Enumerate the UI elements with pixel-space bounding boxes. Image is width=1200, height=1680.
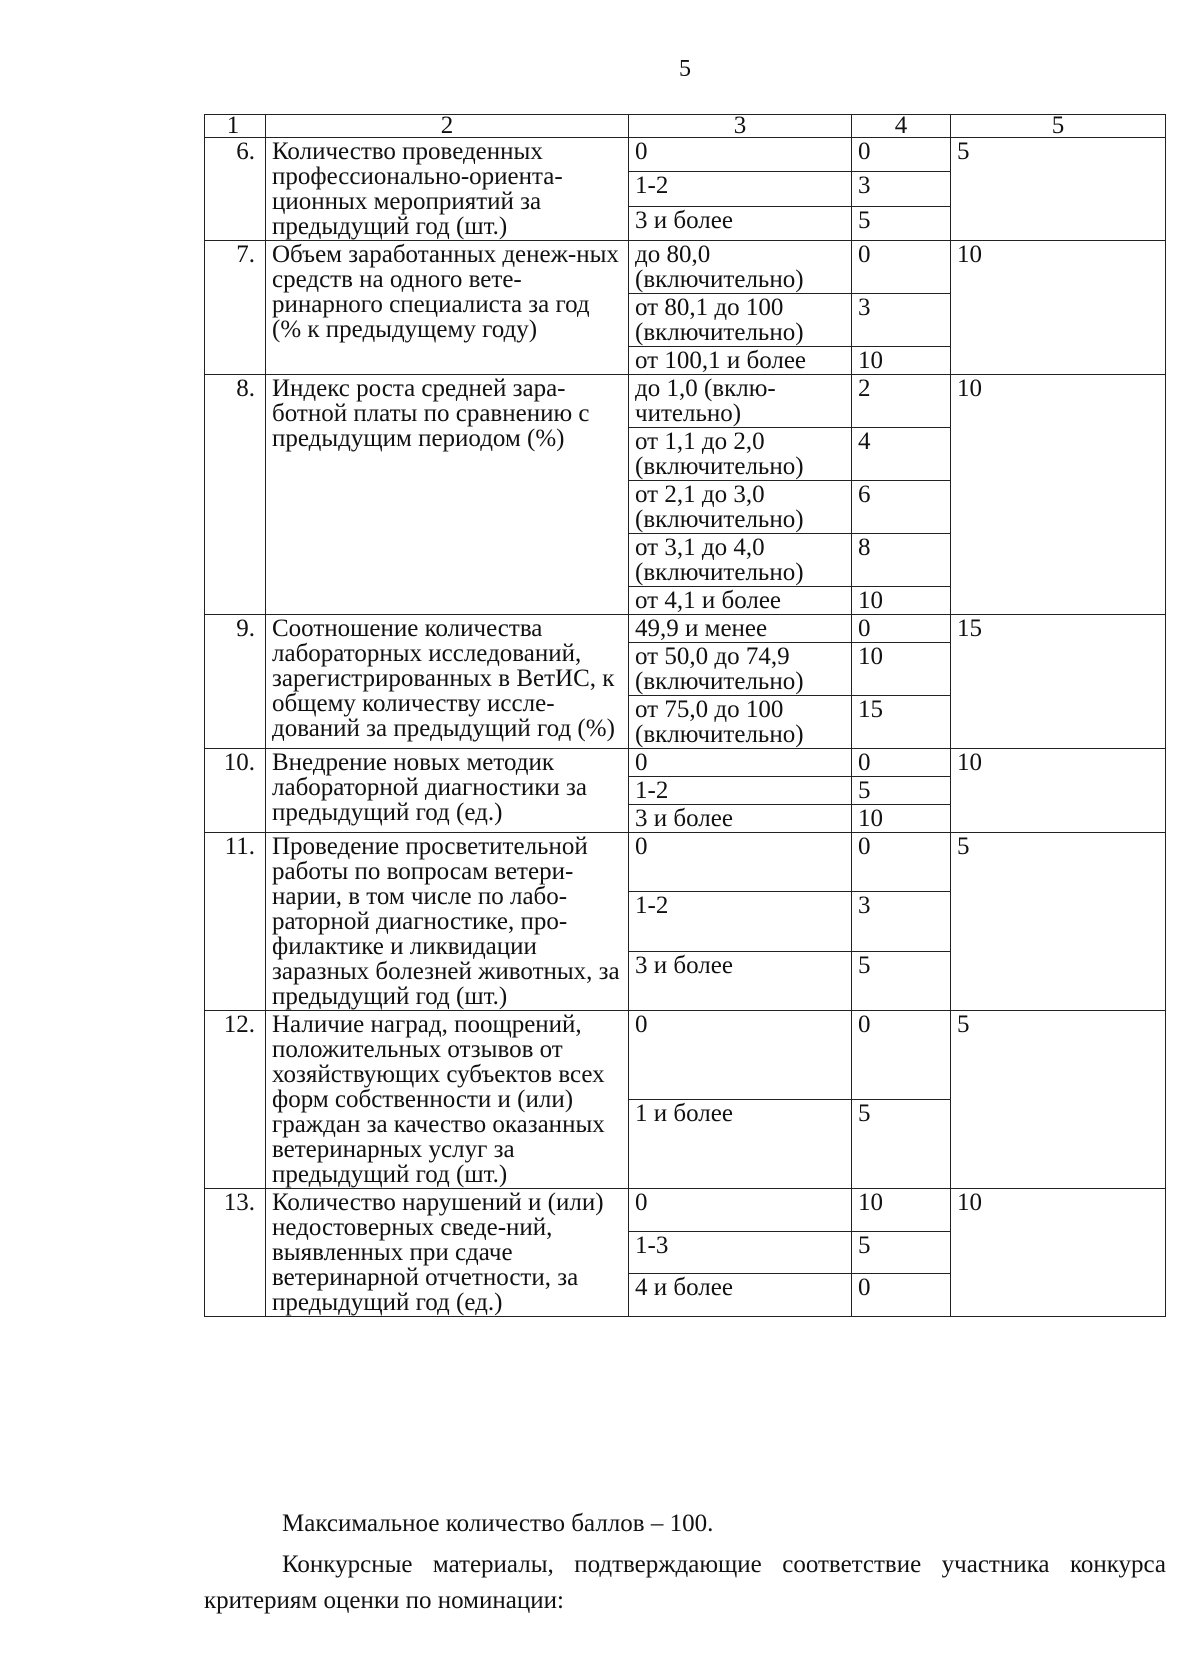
table-row bbox=[205, 375, 1166, 428]
criterion-points: 5 bbox=[852, 951, 951, 1010]
criterion-value: 1-3 bbox=[629, 1231, 852, 1274]
criterion-points: 10 bbox=[852, 347, 951, 375]
criterion-points: 6 bbox=[852, 481, 951, 534]
table-row bbox=[205, 1189, 1166, 1232]
criterion-max-points: 15 bbox=[951, 615, 1166, 749]
criterion-value: до 80,0 (включительно) bbox=[629, 241, 852, 294]
criterion-value: 3 и более bbox=[629, 206, 852, 240]
max-points-paragraph: Максимальное количество баллов – 100. bbox=[282, 1510, 714, 1537]
criterion-value: от 2,1 до 3,0 (включительно) bbox=[629, 481, 852, 534]
criterion-value: 3 и более bbox=[629, 805, 852, 833]
table-row bbox=[205, 1011, 1166, 1100]
header-cell-5: 5 bbox=[951, 115, 1166, 138]
criterion-points: 0 bbox=[852, 833, 951, 892]
criterion-name: Внедрение новых методик лабораторной диагностики за предыдущий год (ед.) bbox=[266, 749, 629, 833]
header-cell-1: 1 bbox=[205, 115, 266, 138]
criterion-value: 4 и более bbox=[629, 1274, 852, 1317]
table-row bbox=[205, 749, 1166, 777]
criterion-points: 10 bbox=[852, 643, 951, 696]
criterion-name: Объем заработанных денеж-ных средств на одного вете-ринарного специалиста за год (% к предыдущему году) bbox=[266, 241, 629, 375]
criterion-value: 1 и более bbox=[629, 1100, 852, 1189]
criterion-points: 5 bbox=[852, 777, 951, 805]
criterion-value: от 1,1 до 2,0 (включительно) bbox=[629, 428, 852, 481]
criterion-value: от 4,1 и более bbox=[629, 587, 852, 615]
criterion-value: 0 bbox=[629, 1189, 852, 1232]
criterion-name: Проведение просветительной работы по вопросам ветери-нарии, в том числе по лабо-раторной диагностике, про-филактике и ликвидации заразных болезней животных, за предыдущий год (шт.) bbox=[266, 833, 629, 1011]
criterion-max-points: 5 bbox=[951, 833, 1166, 1011]
criterion-points: 8 bbox=[852, 534, 951, 587]
criterion-points: 5 bbox=[852, 1100, 951, 1189]
criterion-value: до 1,0 (вклю-чительно) bbox=[629, 375, 852, 428]
criterion-value: от 100,1 и более bbox=[629, 347, 852, 375]
criterion-number: 11. bbox=[205, 833, 266, 1011]
criterion-points: 5 bbox=[852, 1231, 951, 1274]
criterion-points: 0 bbox=[852, 1274, 951, 1317]
criterion-points: 10 bbox=[852, 587, 951, 615]
table-row bbox=[205, 833, 1166, 892]
criterion-name: Количество нарушений и (или) недостоверных сведе-ний, выявленных при сдаче ветеринарной отчетности, за предыдущий год (ед.) bbox=[266, 1189, 629, 1317]
criterion-points: 0 bbox=[852, 138, 951, 172]
criterion-points: 15 bbox=[852, 696, 951, 749]
criterion-points: 3 bbox=[852, 172, 951, 206]
criterion-value: 0 bbox=[629, 833, 852, 892]
criterion-name: Индекс роста средней зара-ботной платы по сравнению с предыдущим периодом (%) bbox=[266, 375, 629, 615]
criterion-value: от 3,1 до 4,0 (включительно) bbox=[629, 534, 852, 587]
criterion-number: 7. bbox=[205, 241, 266, 375]
criterion-value: 49,9 и менее bbox=[629, 615, 852, 643]
criterion-max-points: 10 bbox=[951, 375, 1166, 615]
criterion-points: 4 bbox=[852, 428, 951, 481]
criterion-number: 12. bbox=[205, 1011, 266, 1189]
criterion-value: от 80,1 до 100 (включительно) bbox=[629, 294, 852, 347]
criterion-value: 1-2 bbox=[629, 777, 852, 805]
page-number: 5 bbox=[679, 56, 691, 82]
criterion-value: от 50,0 до 74,9 (включительно) bbox=[629, 643, 852, 696]
table-header-row bbox=[205, 115, 1166, 138]
header-cell-4: 4 bbox=[852, 115, 951, 138]
criterion-points: 0 bbox=[852, 615, 951, 643]
table-row bbox=[205, 615, 1166, 643]
criterion-number: 13. bbox=[205, 1189, 266, 1317]
criterion-value: 1-2 bbox=[629, 172, 852, 206]
criterion-name: Наличие наград, поощрений, положительных отзывов от хозяйствующих субъектов всех форм собственности и (или) граждан за качество оказанных ветеринарных услуг за предыдущий год (шт.) bbox=[266, 1011, 629, 1189]
criterion-value: 1-2 bbox=[629, 892, 852, 951]
table-row bbox=[205, 138, 1166, 172]
criterion-number: 6. bbox=[205, 138, 266, 241]
criterion-value: от 75,0 до 100 (включительно) bbox=[629, 696, 852, 749]
criterion-points: 0 bbox=[852, 1011, 951, 1100]
criterion-points: 2 bbox=[852, 375, 951, 428]
criterion-points: 0 bbox=[852, 749, 951, 777]
criteria-table-body bbox=[205, 112, 1166, 1317]
criterion-value: 3 и более bbox=[629, 951, 852, 1010]
criterion-max-points: 10 bbox=[951, 749, 1166, 833]
criterion-max-points: 5 bbox=[951, 1011, 1166, 1189]
materials-paragraph: Конкурсные материалы, подтверждающие соответствие участника конкурса критериям оценки по номинации: bbox=[204, 1551, 1166, 1614]
criterion-value: 0 bbox=[629, 138, 852, 172]
criterion-name: Соотношение количества лабораторных исследований, зарегистрированных в ВетИС, к общему количеству иссле-дований за предыдущий год (%) bbox=[266, 615, 629, 749]
criterion-max-points: 5 bbox=[951, 138, 1166, 241]
header-cell-3: 3 bbox=[629, 115, 852, 138]
criterion-number: 10. bbox=[205, 749, 266, 833]
criterion-points: 3 bbox=[852, 294, 951, 347]
criterion-max-points: 10 bbox=[951, 1189, 1166, 1317]
criterion-value: 0 bbox=[629, 749, 852, 777]
criterion-number: 9. bbox=[205, 615, 266, 749]
criteria-table bbox=[204, 114, 1166, 1317]
criterion-points: 10 bbox=[852, 1189, 951, 1232]
criterion-max-points: 10 bbox=[951, 241, 1166, 375]
header-cell-2: 2 bbox=[266, 115, 629, 138]
criterion-points: 10 bbox=[852, 805, 951, 833]
criterion-points: 3 bbox=[852, 892, 951, 951]
criterion-number: 8. bbox=[205, 375, 266, 615]
criterion-name: Количество проведенных профессионально-ориента-ционных мероприятий за предыдущий год (шт.) bbox=[266, 138, 629, 241]
table-row bbox=[205, 241, 1166, 294]
criterion-value: 0 bbox=[629, 1011, 852, 1100]
criterion-points: 5 bbox=[852, 206, 951, 240]
criterion-points: 0 bbox=[852, 241, 951, 294]
